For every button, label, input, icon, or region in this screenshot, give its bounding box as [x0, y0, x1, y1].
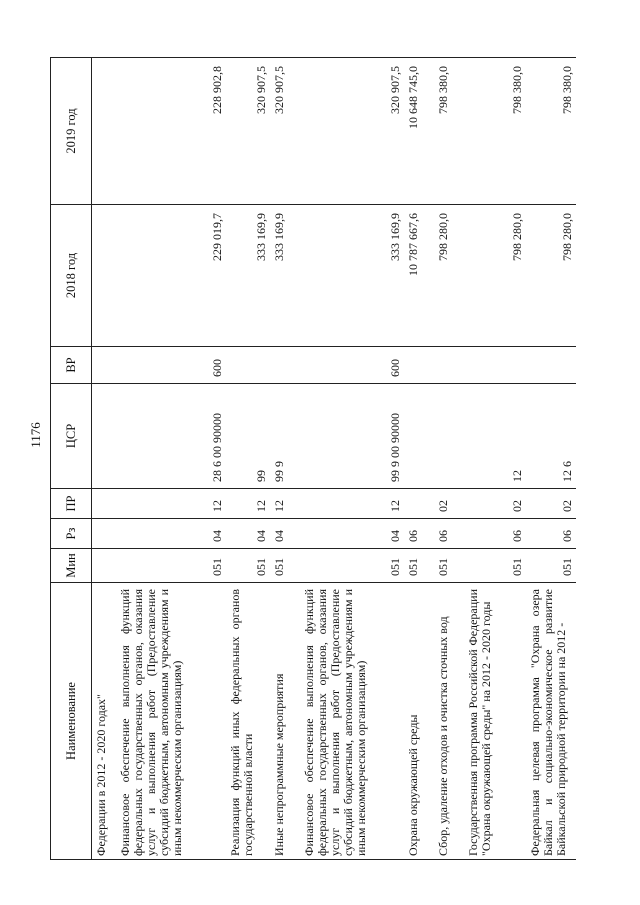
- row-pr: 12: [116, 489, 226, 519]
- row-pr: 12: [300, 489, 404, 519]
- row-pr: 02: [464, 489, 526, 519]
- row-vr: [526, 347, 576, 384]
- row-name: Иные непрограммные мероприятия: [270, 583, 300, 860]
- header-2018: 2018 год: [51, 205, 92, 347]
- row-csr: 12 6: [526, 384, 576, 489]
- row-pr: 12: [226, 489, 270, 519]
- row-pr: [404, 489, 434, 519]
- row-csr: 28 6 00 90000: [116, 384, 226, 489]
- table-row: [526, 58, 576, 860]
- row-2018: 10 787 667,6: [404, 205, 434, 347]
- header-2019: 2019 год: [51, 58, 92, 205]
- header-min: Мин: [51, 549, 92, 583]
- row-rz: 06: [464, 519, 526, 549]
- row-rz: 04: [226, 519, 270, 549]
- row-2019: 320 907,5: [300, 58, 404, 205]
- row-2019: 798 380,0: [464, 58, 526, 205]
- row-csr: [434, 384, 464, 489]
- header-csr: ЦСР: [51, 384, 92, 489]
- budget-table: [50, 57, 576, 860]
- row-2018: 798 280,0: [464, 205, 526, 347]
- row-rz: 04: [300, 519, 404, 549]
- row-2018: 798 280,0: [434, 205, 464, 347]
- row-name: Федерации в 2012 - 2020 годах": [92, 583, 116, 860]
- row-2019: 320 907,5: [226, 58, 270, 205]
- row-min: 051: [116, 549, 226, 583]
- header-rz: Рз: [51, 519, 92, 549]
- row-min: [92, 549, 116, 583]
- header-pr: ПР: [51, 489, 92, 519]
- row-vr: [464, 347, 526, 384]
- row-vr: [270, 347, 300, 384]
- row-csr: 99: [226, 384, 270, 489]
- header-vr: ВР: [51, 347, 92, 384]
- table-header-row: [51, 58, 92, 860]
- row-min: 051: [526, 549, 576, 583]
- row-name: Федеральная целевая программа "Охрана озера Байкал и социально-экономическое развитие Байкальской природной территории на 2012 -: [526, 583, 576, 860]
- row-2018: 229 019,7: [116, 205, 226, 347]
- row-name: Финансовое обеспечение выполнения функций федеральных государственных органов, оказания услуг и выполнения работ (Предоставление субсидий бюджетным, автономным учреждениям и иным некоммерческим организациям): [300, 583, 404, 860]
- table-row: [92, 58, 116, 860]
- row-2018: 798 280,0: [526, 205, 576, 347]
- row-min: 051: [300, 549, 404, 583]
- row-rz: 04: [116, 519, 226, 549]
- budget-table-sheet: [50, 58, 614, 860]
- row-csr: 99 9: [270, 384, 300, 489]
- row-2018: 333 169,9: [300, 205, 404, 347]
- row-csr: 12: [464, 384, 526, 489]
- row-rz: [92, 519, 116, 549]
- row-2018: [92, 205, 116, 347]
- row-vr: [92, 347, 116, 384]
- row-rz: 04: [270, 519, 300, 549]
- row-rz: 06: [434, 519, 464, 549]
- row-vr: 600: [116, 347, 226, 384]
- table-row: [404, 58, 434, 860]
- header-name: Наименование: [51, 583, 92, 860]
- row-name: Реализация функций иных федеральных органов государственной власти: [226, 583, 270, 860]
- page-number: 1176: [28, 422, 43, 448]
- row-min: 051: [464, 549, 526, 583]
- table-row: [116, 58, 226, 860]
- row-min: 051: [404, 549, 434, 583]
- row-2019: 798 380,0: [526, 58, 576, 205]
- row-min: 051: [434, 549, 464, 583]
- table-row: [464, 58, 526, 860]
- table-row: [300, 58, 404, 860]
- row-2019: 320 907,5: [270, 58, 300, 205]
- row-csr: [404, 384, 434, 489]
- row-2019: 228 902,8: [116, 58, 226, 205]
- table-row: [434, 58, 464, 860]
- row-csr: 99 9 00 90000: [300, 384, 404, 489]
- row-rz: 06: [404, 519, 434, 549]
- row-name: Государственная программа Российской Федерации "Охрана окружающей среды" на 2012 - 2020 годы: [464, 583, 526, 860]
- row-csr: [92, 384, 116, 489]
- row-2019: 798 380,0: [434, 58, 464, 205]
- row-vr: [434, 347, 464, 384]
- row-name: Сбор, удаление отходов и очистка сточных вод: [434, 583, 464, 860]
- row-pr: 02: [434, 489, 464, 519]
- row-2019: 10 648 745,0: [404, 58, 434, 205]
- row-name: Охрана окружающей среды: [404, 583, 434, 860]
- row-pr: 12: [270, 489, 300, 519]
- row-vr: 600: [300, 347, 404, 384]
- table-row: [226, 58, 270, 860]
- row-pr: 02: [526, 489, 576, 519]
- row-name: Финансовое обеспечение выполнения функций федеральных государственных органов, оказания услуг и выполнения работ (Предоставление субсидий бюджетным, автономным учреждениям и иным некоммерческим организациям): [116, 583, 226, 860]
- row-vr: [226, 347, 270, 384]
- row-vr: [404, 347, 434, 384]
- row-pr: [92, 489, 116, 519]
- row-2018: 333 169,9: [226, 205, 270, 347]
- row-min: 051: [270, 549, 300, 583]
- table-row: [270, 58, 300, 860]
- row-min: 051: [226, 549, 270, 583]
- row-2018: 333 169,9: [270, 205, 300, 347]
- row-2019: [92, 58, 116, 205]
- row-rz: 06: [526, 519, 576, 549]
